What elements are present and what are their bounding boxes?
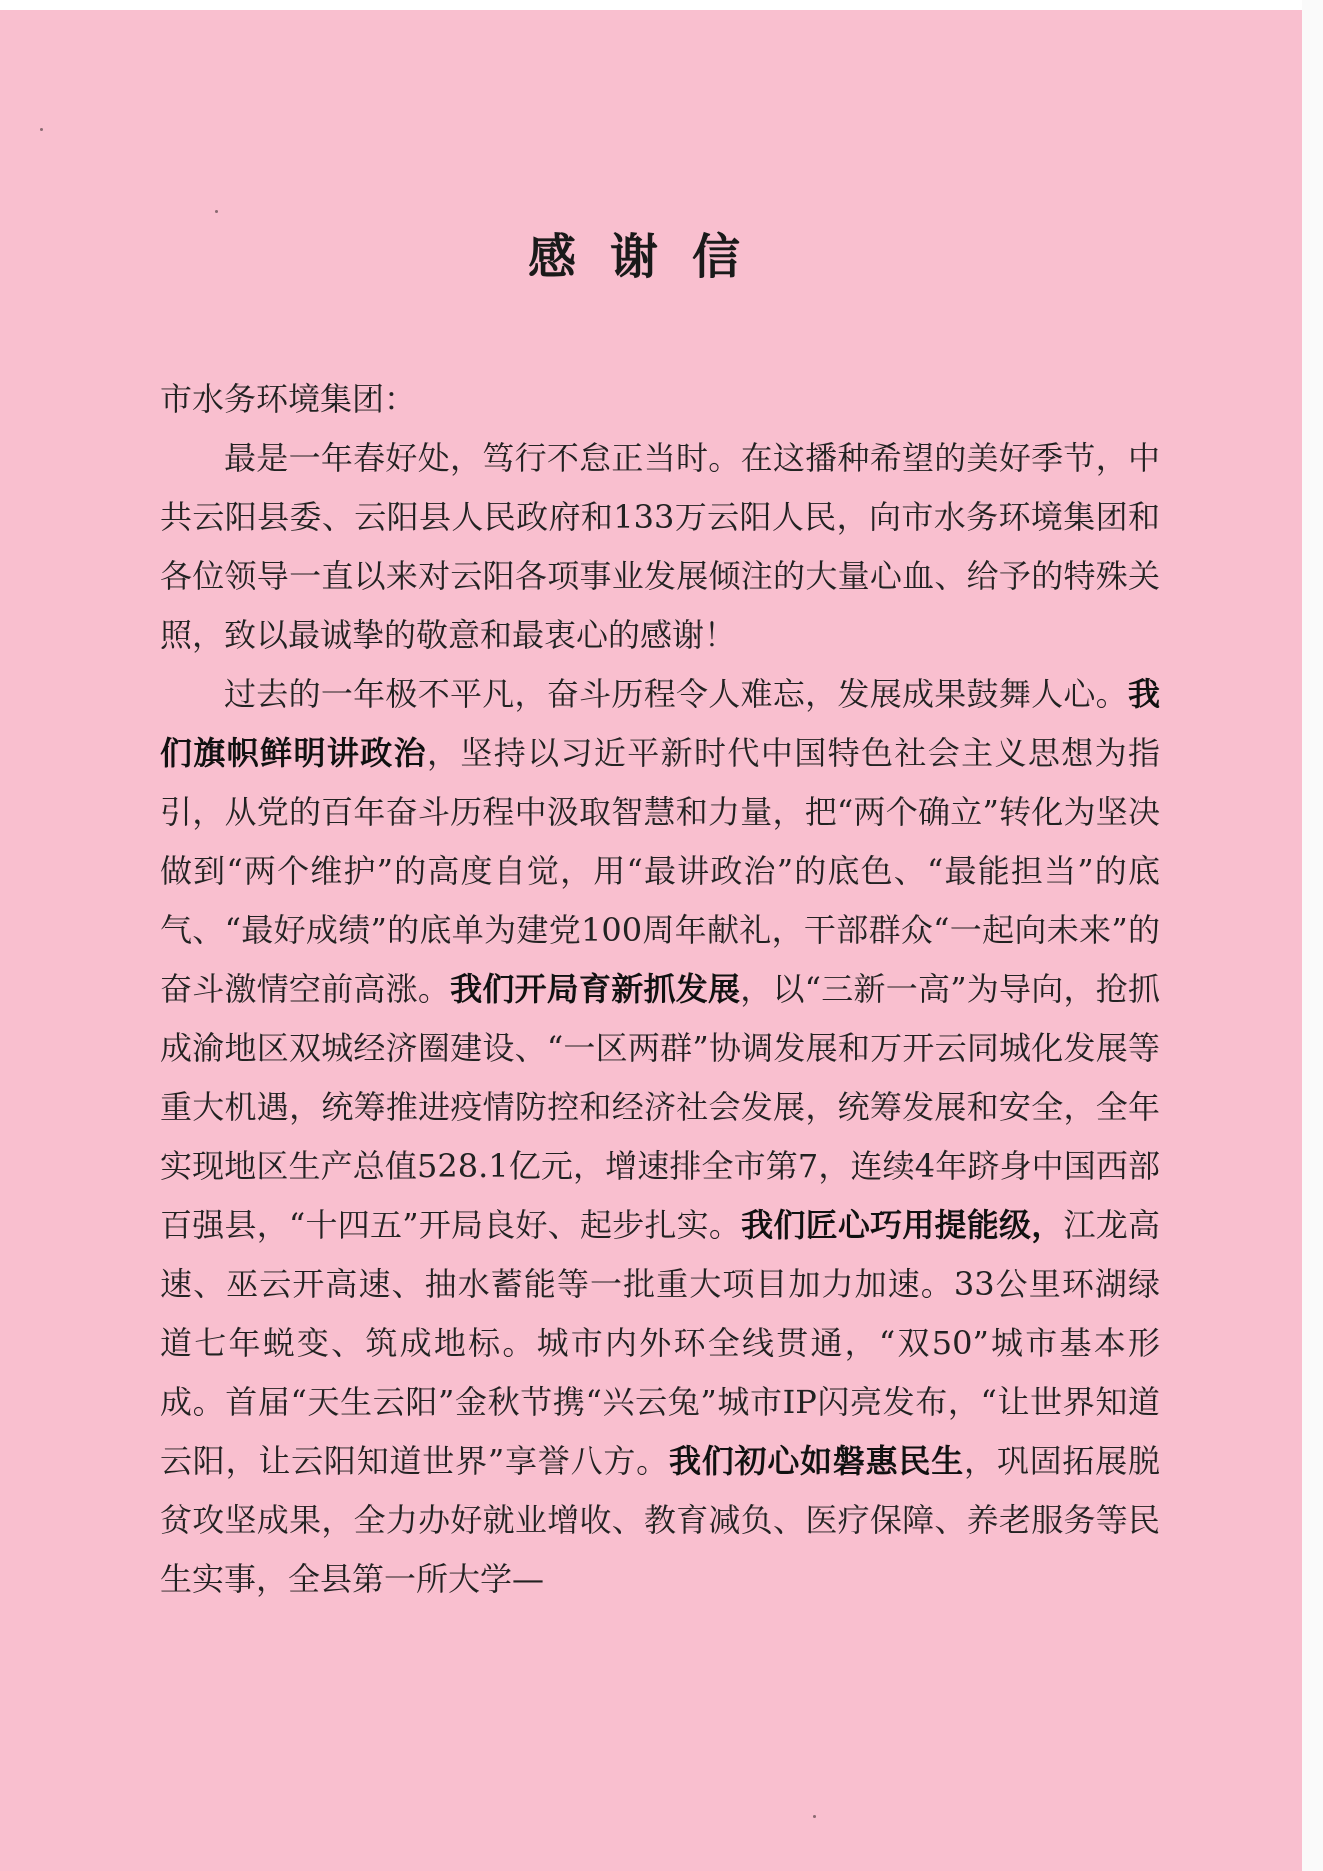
- paragraph-text: ，坚持以习近平新时代中国特色社会主义思想为指引，从党的百年奋斗历程中汲取智慧和力量，把“两个确立”转化为坚决做到“两个维护”的高度自觉，用“最讲政治”的底色、“最能担当”的底气、“最好成绩”的底单为建党100周年献礼，干部群众“一起向未来”的奋斗激情空前高涨。: [160, 734, 1160, 1008]
- paragraph-text: ，以“三新一高”为导向，抢抓成渝地区双城经济圈建设、“一区两群”协调发展和万开云同城化发展等重大机遇，统筹推进疫情防控和经济社会发展，统筹发展和安全，全年实现地区生产总值528.1亿元，增速排全市第7，连续4年跻身中国西部百强县，“十四五”开局良好、起步扎实。: [160, 970, 1160, 1244]
- scan-edge: [1302, 0, 1323, 1871]
- letter-title: 感谢信: [527, 229, 774, 285]
- highlight-craftsmanship: 我们匠心巧用提能级，: [741, 1206, 1064, 1244]
- highlight-livelihood: 我们初心如磐惠民生: [668, 1442, 965, 1480]
- letter-paragraph-1: 最是一年春好处，笃行不怠正当时。在这播种希望的美好季节，中共云阳县委、云阳县人民政府和133万云阳人民，向市水务环境集团和各位领导一直以来对云阳各项事业发展倾注的大量心血、给予的特殊关照，致以最诚挚的敬意和最衷心的感谢！: [160, 439, 1160, 654]
- letter-body: [160, 370, 1160, 1609]
- paragraph-text: 过去的一年极不平凡，奋斗历程令人难忘，发展成果鼓舞人心。: [224, 675, 1128, 713]
- scan-speck: [215, 210, 218, 213]
- highlight-politics: 我们旗帜鲜明讲政治: [160, 675, 1160, 772]
- highlight-development: 我们开局育新抓发展: [450, 970, 741, 1008]
- letter-salutation: 市水务环境集团：: [160, 380, 417, 418]
- scan-speck: [813, 1815, 816, 1818]
- paragraph-text: 江龙高速、巫云开高速、抽水蓄能等一批重大项目加力加速。33公里环湖绿道七年蜕变、筑成地标。城市内外环全线贯通，“双50”城市基本形成。首届“天生云阳”金秋节携“兴云兔”城市IP闪亮发布，“让世界知道云阳，让云阳知道世界”享誉八方。: [160, 1206, 1160, 1480]
- scan-speck: [40, 128, 43, 131]
- letter-paragraph-2: [160, 665, 1160, 1609]
- paragraph-text: ，巩固拓展脱贫攻坚成果，全力办好就业增收、教育减负、医疗保障、养老服务等民生实事，全县第一所大学—: [160, 1442, 1160, 1598]
